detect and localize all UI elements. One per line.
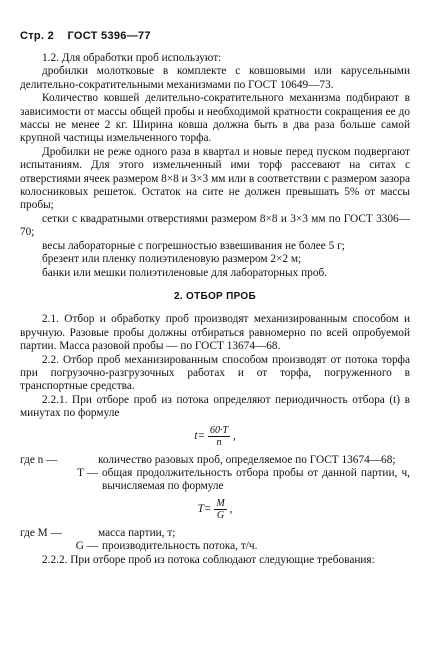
paragraph-crushers: дробилки молотковые в комплекте с ковшовыми или карусельными делительно-сократительными механизмами по ГОСТ 10649—73. bbox=[20, 65, 410, 91]
paragraph-2-2-2: 2.2.2. При отборе проб из потока соблюдают следующие требования: bbox=[42, 553, 375, 566]
document-body bbox=[20, 52, 410, 567]
standard-code: ГОСТ 5396—77 bbox=[67, 30, 151, 42]
formula-fraction bbox=[208, 425, 230, 448]
legend-row bbox=[20, 527, 410, 540]
legend-row bbox=[20, 454, 410, 467]
paragraph-2-1: 2.1. Отбор и обработку проб производят механизированным способом и вручную. Разовые пробы должны отбираться равномерно по всей опробуемой партии. Масса разовой пробы — по ГОСТ 13674—68. bbox=[20, 313, 410, 353]
formula-numerator: M bbox=[216, 497, 225, 509]
section-title: 2. ОТБОР ПРОБ bbox=[173, 290, 256, 302]
legend-text: общая продолжительность отбора пробы от данной партии, ч, вычисляемая по формуле bbox=[102, 466, 410, 493]
legend-row bbox=[20, 467, 410, 494]
paragraph-buckets: Количество ковшей делительно-сократительного механизма подбирают в зависимости от массы общей пробы и необходимой кратности сокращения ее до массы не менее 2 кг. Ширина ковша должна быть в два раза больше самой крупной частицы измельченного торфа. bbox=[20, 92, 410, 145]
formula-lhs: t= bbox=[194, 429, 206, 442]
paragraph-jars: банки или мешки полиэтиленовые для лабораторных проб. bbox=[42, 266, 328, 279]
formula-numerator: 60·T bbox=[209, 424, 228, 436]
formula-period bbox=[20, 425, 410, 448]
legend-symbol: G — bbox=[75, 540, 98, 553]
legend-text: масса партии, т; bbox=[98, 526, 176, 539]
legend-text: количество разовых проб, определяемое по ГОСТ 13674—68; bbox=[98, 453, 396, 466]
formula-fraction bbox=[214, 498, 226, 521]
legend-symbol: T — bbox=[77, 466, 98, 479]
paragraph-tarpaulin: брезент или пленку полиэтиленовую размером 2×2 м; bbox=[42, 253, 302, 266]
formula-lhs: T= bbox=[197, 502, 212, 515]
paragraph-2-2-1: 2.2.1. При отборе проб из потока определяют периодичность отбора (t) в минутах по формуле bbox=[20, 393, 410, 420]
formula-duration bbox=[20, 498, 410, 521]
formula-denominator: G bbox=[216, 509, 225, 521]
page-number: Стр. 2 bbox=[20, 30, 55, 42]
paragraph-testing: Дробилки не реже одного раза в квартал и новые перед пуском подвергают испытаниям. Для этого измельченный ими торф рассевают на ситах с отверстиями ячеек размером 8×8 и 3×3 мм или в соответствии с размером зазора колосниковых решеток. Остаток на сите не должен превышать 5% от массы пробы; bbox=[20, 145, 410, 212]
paragraph-1-2: 1.2. Для обработки проб используют: bbox=[42, 52, 222, 64]
formula-tail: , bbox=[229, 502, 233, 515]
formula-denominator: n bbox=[216, 436, 222, 448]
legend-symbol: где M — bbox=[20, 526, 62, 539]
legend-symbol: где n — bbox=[20, 453, 58, 466]
page-header bbox=[20, 30, 161, 42]
paragraph-scales: весы лабораторные с погрешностью взвешивания не более 5 г; bbox=[42, 239, 345, 252]
paragraph-sieves: сетки с квадратными отверстиями размером 8×8 и 3×3 мм по ГОСТ 3306—70; bbox=[20, 212, 410, 239]
formula-tail: , bbox=[232, 429, 236, 442]
paragraph-2-2: 2.2. Отбор проб механизированным способом производят от потока торфа при погрузочно-разгрузочных работах и от торфа, погруженного в транспортные средства. bbox=[20, 353, 410, 393]
legend-text: производительность потока, т/ч. bbox=[102, 540, 258, 553]
legend-row bbox=[20, 540, 410, 553]
